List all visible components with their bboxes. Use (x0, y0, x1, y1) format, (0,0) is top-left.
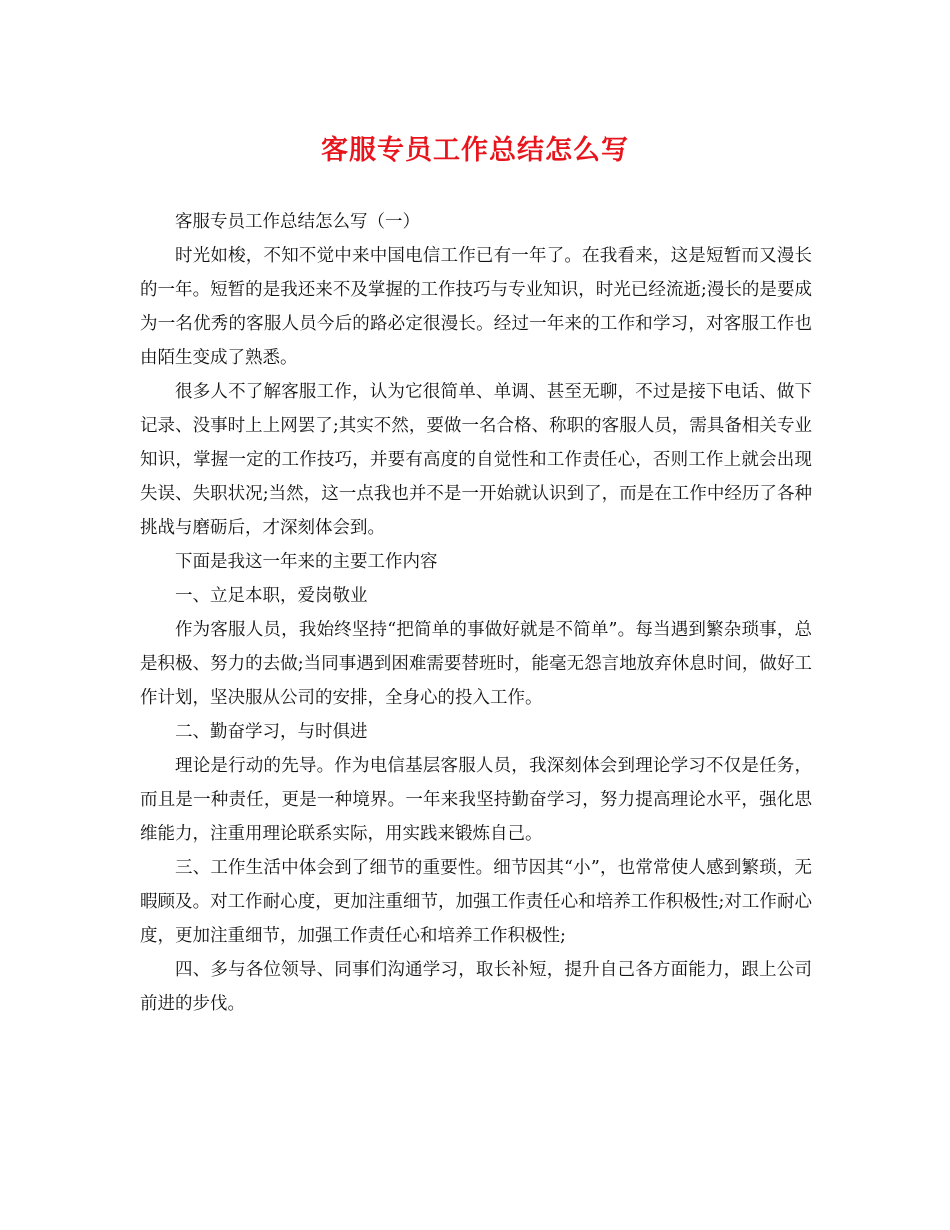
paragraph-section-1: 作为客服人员，我始终坚持“把简单的事做好就是不简单”。每当遇到繁杂琐事，总是积极、努力的去做;当同事遇到困难需要替班时，能毫无怨言地放弃休息时间，做好工作计划，坚决服从公司的安排，全身心的投入工作。 (140, 620, 812, 708)
paragraph-intro: 时光如梭，不知不觉中来中国电信工作已有一年了。在我看来，这是短暂而又漫长的一年。短暂的是我还来不及掌握的工作技巧与专业知识，时光已经流逝;漫长的是要成为一名优秀的客服人员今后的路必定很漫长。经过一年来的工作和学习，对客服工作也由陌生变成了熟悉。 (140, 246, 812, 368)
paragraph-subtitle: 客服专员工作总结怎么写（一） (175, 212, 420, 232)
paragraph-work-content-heading: 下面是我这一年来的主要工作内容 (175, 552, 438, 572)
paragraph-understanding: 很多人不了解客服工作，认为它很简单、单调、甚至无聊，不过是接下电话、做下记录、没事时上上网罢了;其实不然，要做一名合格、称职的客服人员，需具备相关专业知识，掌握一定的工作技巧，并要有高度的自觉性和工作责任心，否则工作上就会出现失误、失职状况;当然，这一点我也并不是一开始就认识到了，而是在工作中经历了各种挑战与磨砺后，才深刻体会到。 (140, 382, 812, 538)
section-heading-2: 二、勤奋学习，与时俱进 (175, 722, 368, 742)
paragraph-section-2: 理论是行动的先导。作为电信基层客服人员，我深刻体会到理论学习不仅是任务，而且是一种责任，更是一种境界。一年来我坚持勤奋学习，努力提高理论水平，强化思维能力，注重用理论联系实际，用实践来锻炼自己。 (140, 756, 812, 844)
document-body (140, 205, 812, 1021)
section-heading-1: 一、立足本职，爱岗敬业 (175, 586, 368, 606)
paragraph-section-4: 四、多与各位领导、同事们沟通学习，取长补短，提升自己各方面能力，跟上公司前进的步伐。 (140, 960, 812, 1014)
paragraph-section-3: 三、工作生活中体会到了细节的重要性。细节因其“小”，也常常使人感到繁琐，无暇顾及。对工作耐心度，更加注重细节，加强工作责任心和培养工作积极性;对工作耐心度，更加注重细节，加强工作责任心和培养工作积极性; (140, 858, 812, 946)
document-title: 客服专员工作总结怎么写 (321, 135, 629, 166)
